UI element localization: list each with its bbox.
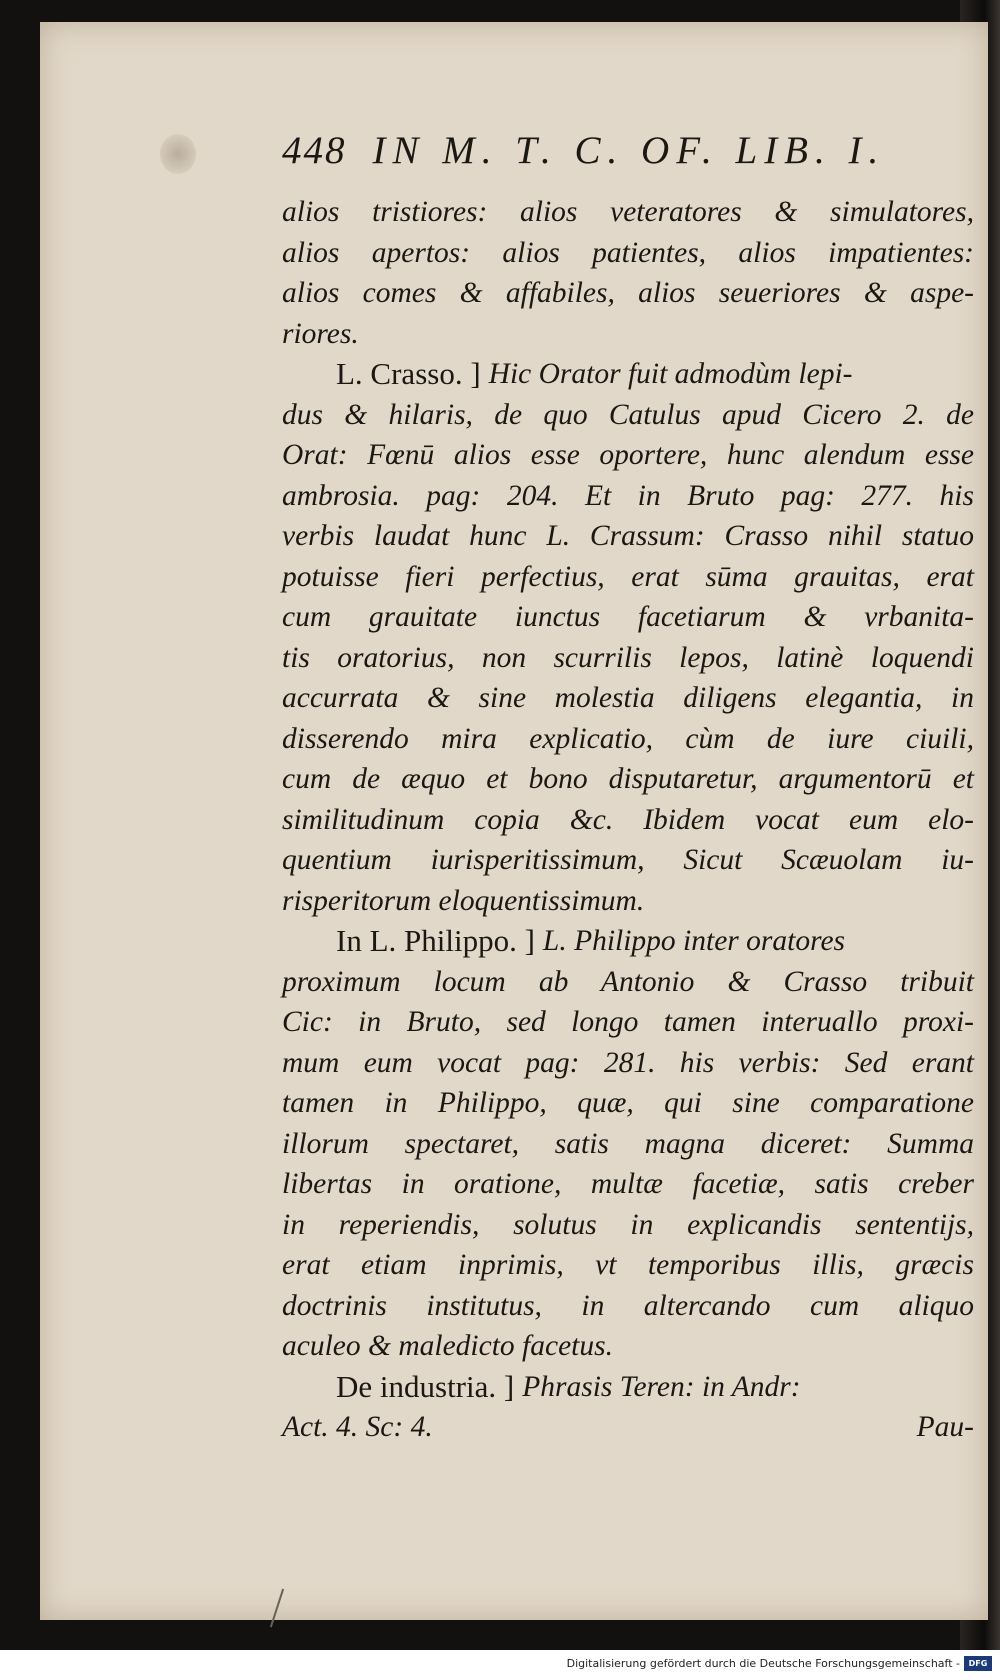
text-line [282, 638, 974, 679]
text-line [282, 476, 974, 517]
running-head [282, 128, 922, 184]
line-text: dus & hilaris, de quo Catulus apud Cicero 2. de [282, 398, 974, 431]
line-text: in reperiendis, solutus in explicandis sententijs, [282, 1208, 974, 1241]
line-text: Hic Orator fuit admodùm lepi- [488, 358, 853, 390]
line-text: L. Philippo inter oratores [542, 925, 846, 957]
line-text: alios comes & affabiles, alios seueriores & aspe- [282, 277, 974, 309]
line-text: tis oratorius, non scurrilis lepos, latinè loquendi [282, 641, 974, 674]
text-line [282, 597, 974, 638]
text-line [282, 1002, 974, 1043]
footer-bar [0, 1650, 1000, 1680]
text-line [282, 1367, 974, 1408]
line-text: quentium iurisperitissimum, Sicut Scæuolam iu- [282, 844, 974, 876]
line-text: proximum locum ab Antonio & Crasso tribuit [282, 965, 974, 998]
text-line [282, 1043, 974, 1084]
line-text: cum de æquo et bono disputaretur, argumentorū et [282, 763, 974, 795]
footer-credit: Digitalisierung gefördert durch die Deutsche Forschungsgemeinschaft - [566, 1657, 960, 1670]
catchword: Pau- [916, 1411, 974, 1443]
text-line [282, 1326, 974, 1367]
line-text: ambrosia. pag: 204. Et in Bruto pag: 277. his [282, 479, 974, 512]
text-line [282, 1164, 974, 1205]
text-line [282, 921, 974, 962]
lemma: In L. Philippo. ] [336, 923, 535, 958]
line-text: Phrasis Teren: in Andr: [522, 1370, 801, 1403]
line-text: potuisse fieri perfectius, erat sūma grauitas, erat [282, 560, 974, 593]
text-line [282, 1407, 974, 1448]
line-text: illorum spectaret, satis magna diceret: Summa [282, 1127, 974, 1160]
text-line [282, 678, 974, 719]
line-text: cum grauitate iunctus facetiarum & vrbanita- [282, 601, 974, 633]
text-line [282, 435, 974, 476]
text-line [282, 1245, 974, 1286]
text-line [282, 1205, 974, 1246]
page-number: 448 [282, 129, 347, 172]
text-line [282, 1286, 974, 1327]
line-text: Cic: in Bruto, sed longo tamen interuallo proxi- [282, 1006, 974, 1038]
running-title: IN M. T. C. OF. LIB. I. [372, 129, 886, 172]
text-line [282, 1124, 974, 1165]
line-text: libertas in oratione, multæ facetiæ, satis creber [282, 1168, 974, 1200]
line-text: verbis laudat hunc L. Crassum: Crasso nihil statuo [282, 520, 974, 552]
text-line [282, 840, 974, 881]
line-text: alios apertos: alios patientes, alios impatientes: [282, 236, 974, 269]
line-text: Act. 4. Sc: 4. [282, 1411, 433, 1443]
line-text: accurrata & sine molestia diligens elegantia, in [282, 682, 974, 714]
text-line [282, 1083, 974, 1124]
lemma: L. Crasso. ] [336, 356, 481, 391]
text-line [282, 719, 974, 760]
dfg-logo-icon: DFG [964, 1656, 992, 1671]
line-text: riores. [282, 317, 359, 350]
text-line [282, 273, 974, 314]
text-line [282, 881, 974, 922]
text-line [282, 395, 974, 436]
line-text: disserendo mira explicatio, cùm de iure ciuili, [282, 722, 974, 755]
line-text: similitudinum copia &c. Ibidem vocat eum elo- [282, 803, 974, 836]
line-text: aculeo & maledicto facetus. [282, 1330, 613, 1362]
text-line [282, 314, 974, 355]
text-line [282, 233, 974, 274]
text-line [282, 192, 974, 233]
line-text: erat etiam inprimis, vt temporibus illis, græcis [282, 1249, 974, 1281]
line-text: doctrinis institutus, in altercando cum aliquo [282, 1289, 974, 1322]
text-line [282, 759, 974, 800]
text-line [282, 557, 974, 598]
line-text: tamen in Philippo, quæ, qui sine comparatione [282, 1087, 974, 1119]
line-text: mum eum vocat pag: 281. his verbis: Sed erant [282, 1046, 974, 1079]
line-text: risperitorum eloquentissimum. [282, 884, 645, 917]
page-stain [160, 134, 196, 174]
line-text: Orat: Fœnū alios esse oportere, hunc alendum esse [282, 439, 974, 471]
text-line [282, 516, 974, 557]
text-line [282, 962, 974, 1003]
lemma: De industria. ] [336, 1368, 515, 1404]
text-line [282, 800, 974, 841]
line-text: alios tristiores: alios veteratores & simulatores, [282, 196, 974, 228]
text-line [282, 354, 974, 395]
page-body-text [282, 192, 974, 1448]
